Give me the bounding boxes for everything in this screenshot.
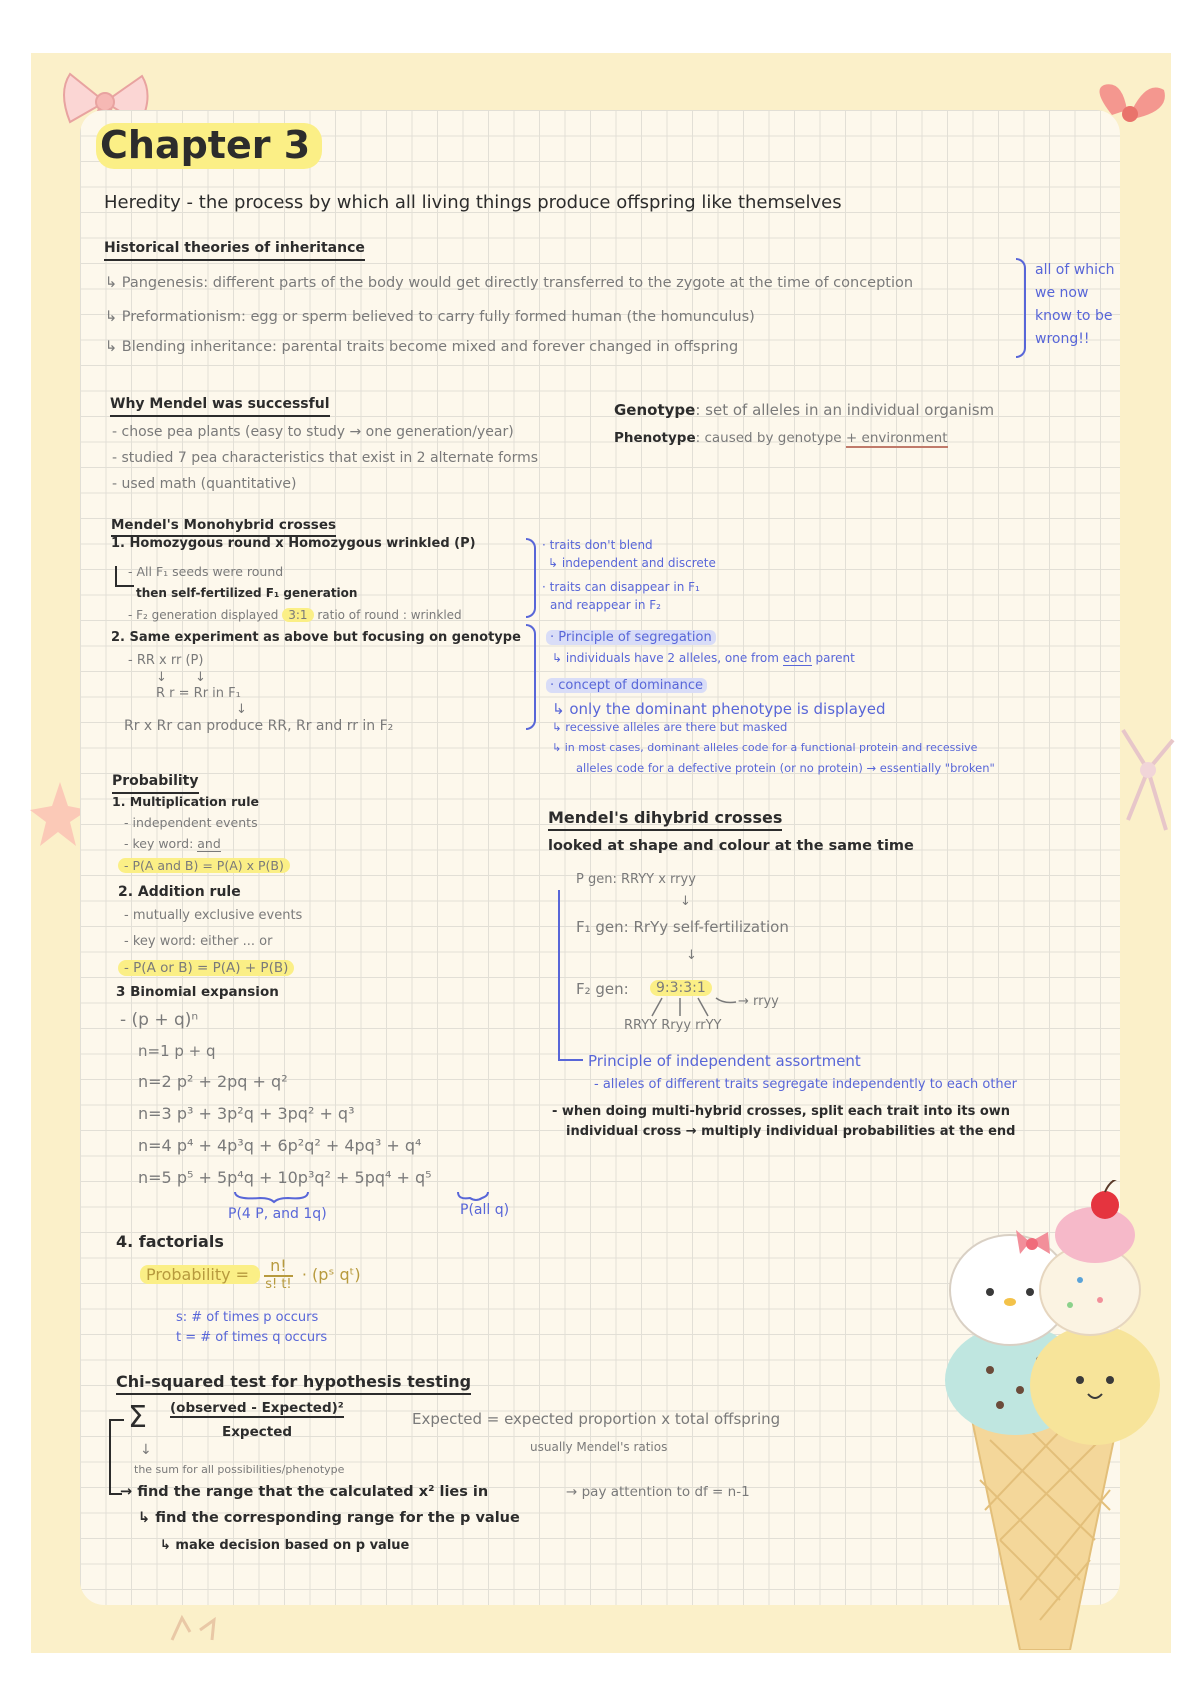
mono-note-5	[546, 630, 716, 646]
prob-line-9: 3 Binomial expansion	[116, 984, 279, 1000]
prob-line-15: n=5 p⁵ + 5p⁴q + 10p³q² + 5pq⁴ + q⁵	[138, 1168, 432, 1187]
f2-displayed: - F₂ generation displayed	[128, 608, 279, 622]
dihybrid-line-2: ↓	[680, 894, 691, 909]
monohybrid-line-6: - RR x rr (P)	[128, 653, 204, 668]
dihybrid-ratio	[650, 980, 712, 997]
fraction-numerator: n!	[264, 1256, 293, 1277]
dihybrid-line-11: - when doing multi-hybrid crosses, split each trait into its own	[552, 1104, 1011, 1119]
mono-note-8: ↳ only the dominant phenotype is displayed	[552, 700, 886, 718]
heredity-definition: Heredity - the process by which all living things produce offspring like themselves	[104, 192, 842, 213]
prob-line-17: P(all q)	[460, 1202, 510, 1218]
principle-segregation: · Principle of segregation	[546, 630, 716, 645]
factorial-formula	[140, 1256, 361, 1293]
prob-line-5: 2. Addition rule	[118, 884, 241, 900]
phenotype-environment: + environment	[845, 430, 948, 446]
dihybrid-title: Mendel's dihybrid crosses	[548, 808, 782, 831]
monohybrid-line-8: R r = Rr in F₁	[156, 686, 241, 701]
chi-step-1: → find the range that the calculated x² lies in	[120, 1484, 489, 1500]
historical-brace	[1016, 258, 1026, 358]
bow-decoration-right	[1118, 720, 1178, 840]
prob-line-16: P(4 P, and 1q)	[228, 1206, 327, 1222]
mono-note-11: alleles code for a defective protein (or no protein) → essentially "broken"	[576, 761, 995, 775]
monohybrid-line-4	[128, 608, 462, 622]
keyword-label: - key word:	[124, 836, 198, 851]
chapter-title: Chapter 3	[96, 123, 322, 169]
prob-line-1: 1. Multiplication rule	[112, 794, 259, 809]
phenotype-text: : caused by genotype	[695, 430, 846, 446]
ratio-3-1: 3:1	[282, 608, 313, 622]
prob-line-4	[118, 858, 290, 873]
binomial-braces	[230, 1190, 490, 1204]
monohybrid-line-5: 2. Same experiment as above but focusing on genotype	[111, 630, 521, 645]
ratio-arrows	[640, 996, 740, 1020]
chi-numerator: (observed - Expected)²	[170, 1400, 344, 1418]
mendel-success-item-1: - chose pea plants (easy to study → one generation/year)	[112, 424, 514, 440]
dihybrid-line-8: RRYY Rryy rrYY	[624, 1018, 722, 1033]
mono-note-10: ↳ in most cases, dominant alleles code for a functional protein and recessive	[552, 741, 978, 754]
mono-note-3: · traits can disappear in F₁	[542, 580, 700, 594]
dihybrid-subtitle: looked at shape and colour at the same time	[548, 838, 914, 854]
prob-line-10: - (p + q)ⁿ	[120, 1010, 199, 1030]
prob-line-12: n=2 p² + 2pq + q²	[138, 1072, 288, 1091]
dihybrid-line-10: - alleles of different traits segregate independently to each other	[594, 1077, 1017, 1092]
chi-step-2: → pay attention to df = n-1	[566, 1484, 750, 1500]
dihybrid-line-9: Principle of independent assortment	[588, 1052, 861, 1070]
phenotype-definition	[614, 430, 948, 446]
historical-note-3: know to be	[1035, 308, 1113, 324]
chi-sum-note: the sum for all possibilities/phenotype	[134, 1463, 345, 1476]
historical-note-4: wrong!!	[1035, 331, 1090, 347]
prob-line-14: n=4 p⁴ + 4p³q + 6p²q² + 4pq³ + q⁴	[138, 1136, 422, 1155]
historical-title: Historical theories of inheritance	[104, 240, 365, 261]
chi-sigma: Σ	[128, 1400, 147, 1435]
ratio-9-3-3-1: 9:3:3:1	[650, 980, 712, 996]
historical-note-2: we now	[1035, 285, 1089, 301]
genotype-definition	[614, 401, 994, 419]
mono-note-6	[552, 651, 855, 665]
monohybrid-title: Mendel's Monohybrid crosses	[111, 517, 336, 537]
prob-line-24: t = # of times q occurs	[176, 1330, 328, 1345]
chi-denominator: Expected	[222, 1424, 293, 1440]
prob-line-2: - independent events	[124, 815, 258, 830]
historical-item-2: ↳ Preformationism: egg or sperm believed to carry fully formed human (the homunculus)	[105, 309, 755, 325]
mendel-success-item-2: - studied 7 pea characteristics that exist in 2 alternate forms	[112, 450, 539, 466]
monohybrid-line-2: - All F₁ seeds were round	[128, 564, 284, 579]
monohybrid-line-10: Rr x Rr can produce RR, Rr and rr in F₂	[124, 718, 394, 734]
mono-note-2: ↳ independent and discrete	[548, 556, 716, 570]
probability-title: Probability	[112, 773, 199, 794]
monohybrid-brace-1	[526, 538, 536, 618]
dihybrid-line-1: P gen: RRYY x rryy	[576, 872, 696, 887]
historical-note-1: all of which	[1035, 262, 1115, 278]
mendel-success-item-3: - used math (quantitative)	[112, 476, 297, 492]
segregation-each: each	[782, 651, 812, 665]
dihybrid-line-5: F₂ gen:	[576, 980, 629, 998]
fraction-denominator: s! t!	[265, 1277, 292, 1293]
prob-line-13: n=3 p³ + 3p²q + 3pq² + q³	[138, 1104, 355, 1123]
chi-step-4: ↳ make decision based on p value	[160, 1538, 410, 1553]
phenotype-label: Phenotype	[614, 430, 696, 446]
chi-mendel: usually Mendel's ratios	[530, 1440, 668, 1454]
segregation-detail: ↳ individuals have 2 alleles, one from	[552, 651, 783, 665]
concept-dominance: · concept of dominance	[546, 678, 707, 693]
prob-line-23: s: # of times p occurs	[176, 1310, 319, 1325]
addition-formula: - P(A or B) = P(A) + P(B)	[118, 960, 294, 976]
mono-note-1: · traits don't blend	[542, 538, 653, 552]
ratio-round-wrinkled: ratio of round : wrinkled	[317, 608, 462, 622]
prob-line-3	[124, 836, 221, 851]
keyword-and: and	[197, 836, 221, 851]
ice-cream-illustration	[920, 1180, 1170, 1650]
chi-expected: Expected = expected proportion x total offspring	[412, 1410, 781, 1428]
dihybrid-line-4: ↓	[686, 948, 697, 963]
mono-note-7	[546, 678, 707, 694]
chi-step-3: ↳ find the corresponding range for the p value	[138, 1510, 520, 1526]
chi-arrow: ↓	[140, 1442, 152, 1458]
prob-line-18: 4. factorials	[116, 1232, 224, 1251]
segregation-parent: parent	[811, 651, 855, 665]
prob-line-6: - mutually exclusive events	[124, 908, 303, 923]
monohybrid-line-9: ↓	[236, 702, 247, 717]
genotype-text: : set of alleles in an individual organism	[695, 401, 995, 419]
genotype-label: Genotype	[614, 401, 696, 419]
probability-label: Probability =	[140, 1265, 260, 1284]
prob-line-11: n=1 p + q	[138, 1042, 216, 1060]
multiplication-formula: - P(A and B) = P(A) x P(B)	[118, 858, 290, 873]
prob-line-7: - key word: either ... or	[124, 934, 273, 949]
monohybrid-brace-2	[526, 624, 536, 730]
mono-note-9: ↳ recessive alleles are there but masked	[552, 720, 788, 734]
dihybrid-line-12: individual cross → multiply individual probabilities at the end	[566, 1124, 1016, 1139]
star-outline-bottom	[160, 1610, 230, 1650]
historical-item-3: ↳ Blending inheritance: parental traits become mixed and forever changed in offspring	[105, 339, 739, 355]
historical-item-1: ↳ Pangenesis: different parts of the body would get directly transferred to the zygote at the time of conception	[105, 275, 914, 291]
monohybrid-line-7: ↓ ↓	[156, 670, 218, 685]
monohybrid-line-1: 1. Homozygous round x Homozygous wrinkled (P)	[111, 536, 476, 551]
self-fertilize-arrow	[112, 566, 136, 594]
dihybrid-line-3: F₁ gen: RrYy self-fertilization	[576, 918, 789, 936]
dihybrid-line-7: → rryy	[738, 994, 779, 1009]
chi-title: Chi-squared test for hypothesis testing	[116, 1372, 471, 1395]
mendel-success-title: Why Mendel was successful	[110, 396, 330, 417]
fraction	[264, 1256, 293, 1293]
prob-line-8	[118, 960, 294, 976]
factorial-powers: · (pˢ qᵗ)	[301, 1264, 361, 1284]
mono-note-4: and reappear in F₂	[550, 598, 661, 612]
monohybrid-line-3: then self-fertilized F₁ generation	[136, 586, 358, 600]
dihybrid-bracket	[555, 890, 585, 1070]
